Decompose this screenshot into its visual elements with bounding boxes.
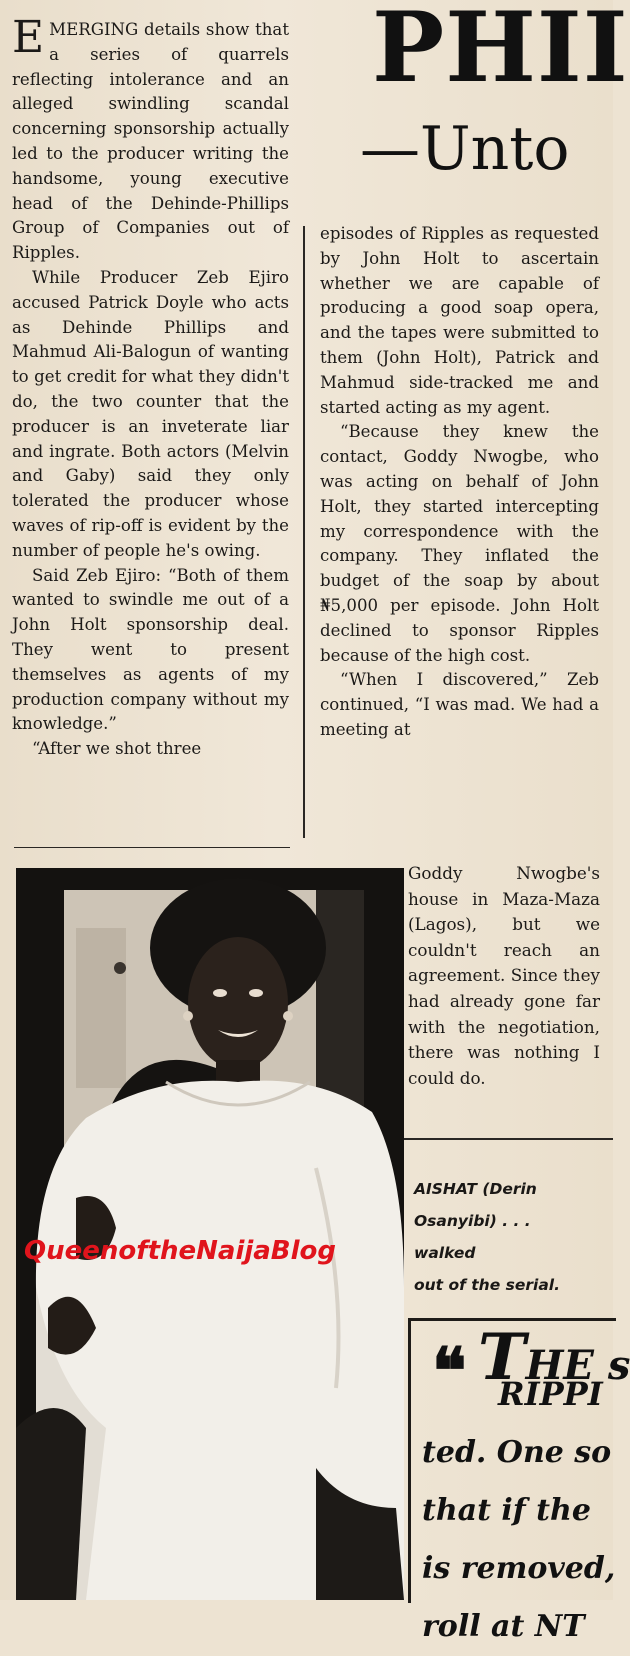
column1-paragraph-2: While Producer Zeb Ejiro accused Patrick Doyle who acts as Dehinde Phillips and Mahmud Ali-Balogun of wanting to get credit for what they didn't do, the two counter that the producer is an inveterate liar and ingrate. Both actors (Melvin and Gaby) said they only tolerated the producer whose waves of rip-off is evident by the number of people he's owing.: [12, 267, 289, 560]
pullquote-line-6: roll at NT: [422, 1609, 585, 1644]
watermark-text: QueenoftheNaijaBlog: [24, 1236, 337, 1266]
photo-caption: [414, 1173, 604, 1301]
column1-paragraph-1-text: MERGING details show that a series of quarrels reflecting intolerance and an alleged swindling scandal concerning sponsorship actually led to the producer writing the handsome, young executive head of the Dehinde-Phillips Group of Companies out of Ripples.: [12, 20, 289, 263]
pullquote-initial: T: [478, 1320, 526, 1395]
column2-paragraph-3: “When I discovered,” Zeb continued, “I was mad. We had a meeting at: [320, 670, 599, 739]
column2-paragraph-2: “Because they knew the contact, Goddy Nwogbe, who was acting on behalf of John Holt, they started intercepting my correspondence with the company. They inflated the budget of the soap by about ₦5,000 per episode. John Holt declined to sponsor Ripples because of the high cost.: [320, 422, 599, 665]
pullquote-line-4: that if the: [422, 1493, 591, 1528]
caption-line-3: walked: [414, 1244, 476, 1262]
column2-paragraph-1: episodes of Ripples as requested by John Holt to ascertain whether we are capable of producing a good soap opera, and the tapes were submitted to them (John Holt), Patrick and Mahmud side-tracked me and started acting as my agent.: [320, 224, 599, 417]
caption-line-1: AISHAT (Derin: [414, 1180, 537, 1198]
pullquote-line-5: is removed,: [422, 1551, 616, 1586]
column3-paragraph-1: Goddy Nwogbe's house in Maza-Maza (Lagos), but we couldn't reach an agreement. Since they had already gone far with the negotiation, there was nothing I could do.: [408, 863, 600, 1088]
pullquote-line-1-text: HE s: [525, 1342, 630, 1389]
caption-line-4: out of the serial.: [414, 1276, 560, 1294]
article-column-1: [12, 12, 289, 762]
headline-subtitle: —Unto: [360, 114, 570, 184]
quote-icon: ❝: [432, 1334, 467, 1409]
pullquote-line-2: RIPPI: [498, 1375, 603, 1413]
column1-paragraph-3: Said Zeb Ejiro: “Both of them wanted to swindle me out of a John Holt sponsorship deal. They went to present themselves as agents of my production company without my knowledge.”: [12, 565, 289, 734]
portrait-photo: [16, 868, 404, 1600]
pullquote-body: [422, 1424, 622, 1656]
drop-cap: E: [12, 12, 45, 63]
headline-title: PHII: [372, 0, 629, 104]
article-column-3: [408, 861, 600, 1091]
column1-paragraph-4: “After we shot three: [32, 739, 202, 759]
column-divider: [303, 226, 305, 838]
column-divider-horizontal: [14, 847, 290, 848]
caption-divider: [404, 1138, 613, 1140]
column1-paragraph-1: [12, 12, 289, 266]
caption-line-2: Osanyibi) . . .: [414, 1212, 531, 1230]
pullquote-line-3: ted. One so: [422, 1435, 612, 1470]
portrait-figure: [16, 868, 404, 1600]
article-column-2: [320, 222, 599, 743]
